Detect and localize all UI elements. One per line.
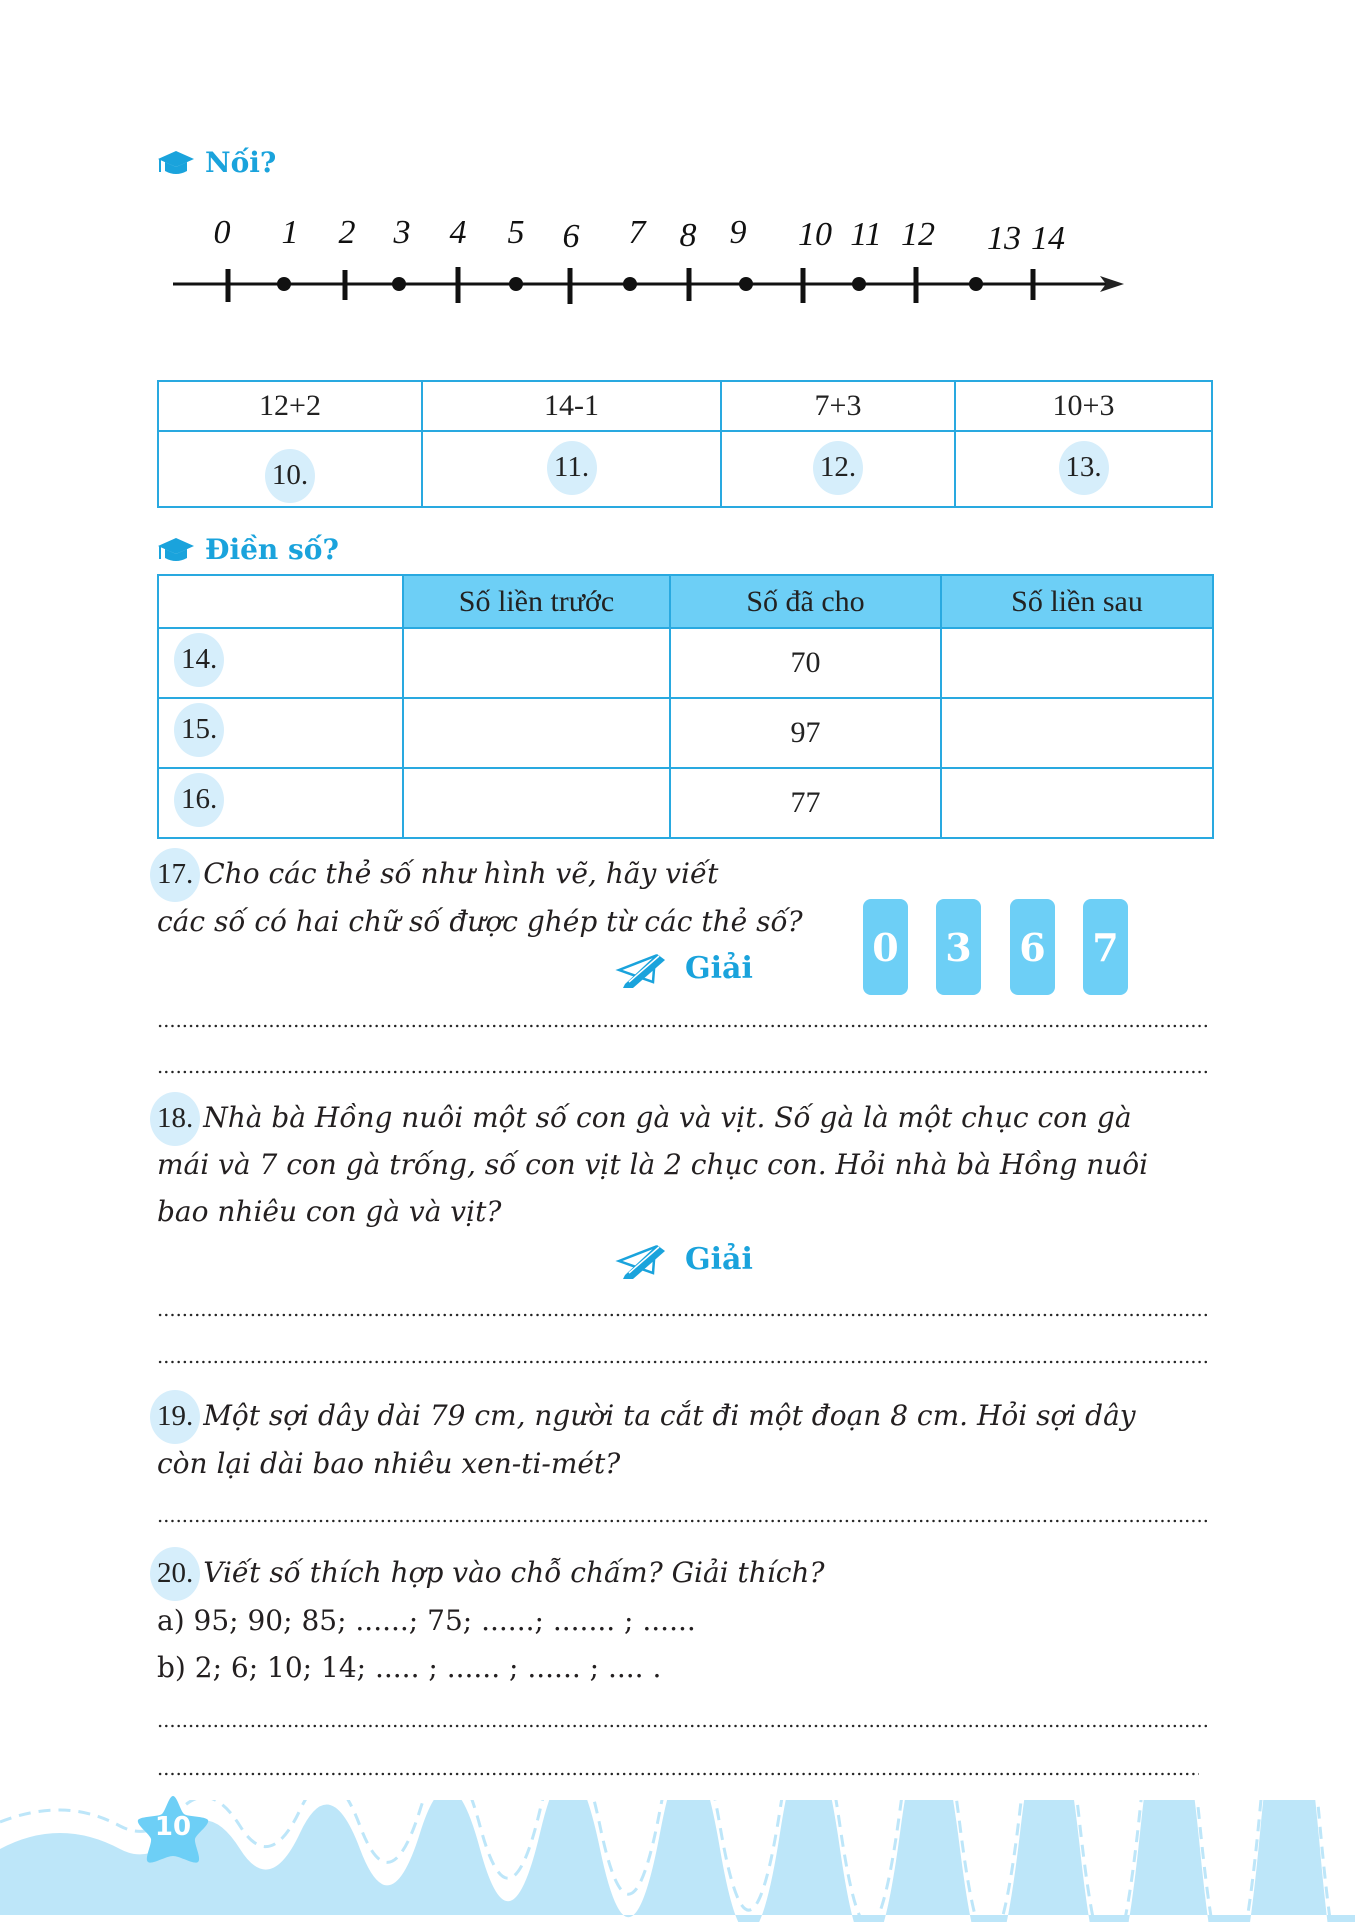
question-text: Viết số thích hợp vào chỗ chấm? Giải thích? (203, 1556, 825, 1589)
answer-line[interactable] (157, 1070, 1209, 1074)
question-badge: 11. (553, 451, 590, 483)
question-badge: 14. (181, 643, 218, 675)
question-17-line-2: các số có hai chữ số được ghép từ các thẻ số? (157, 905, 803, 938)
answer-cell-previous[interactable] (403, 628, 670, 698)
question-badge: 16. (181, 783, 218, 815)
number-line-label: 1 (281, 214, 299, 251)
answer-cell-previous[interactable] (403, 698, 670, 768)
section-title: Điền số? (205, 533, 339, 566)
question-18-line-3: bao nhiêu con gà và vịt? (157, 1195, 502, 1228)
question-text: Một sợi dây dài 79 cm, người ta cắt đi một đoạn 8 cm. Hỏi sợi dây (203, 1399, 1136, 1432)
answer-line[interactable] (157, 1360, 1209, 1364)
number-line-label: 9 (729, 214, 747, 251)
question-18-line-2: mái và 7 con gà trống, số con vịt là 2 chục con. Hỏi nhà bà Hồng nuôi (157, 1148, 1149, 1181)
question-badge: 10. (271, 459, 309, 491)
answer-cell-next[interactable] (941, 628, 1213, 698)
question-badge: 20. (157, 1557, 194, 1589)
answer-line[interactable] (157, 1772, 1199, 1776)
question-text: Cho các thẻ số như hình vẽ, hãy viết (203, 857, 719, 890)
question-badge: 15. (181, 713, 218, 745)
header-given: Số đã cho (670, 575, 941, 628)
answer-cell-next[interactable] (941, 768, 1213, 838)
given-cell: 70 (670, 628, 941, 698)
question-17-line-1 (157, 857, 718, 891)
question-badge: 12. (819, 451, 857, 483)
answer-line[interactable] (157, 1724, 1209, 1728)
table-row (158, 628, 1213, 698)
number-line-label: 5 (507, 214, 525, 251)
question-19-line-2: còn lại dài bao nhiêu xen-ti-mét? (157, 1447, 621, 1480)
question-badge: 13. (1065, 451, 1102, 483)
table-row (158, 768, 1213, 838)
answer-line[interactable] (157, 1313, 1209, 1317)
pencil-ruler-icon (615, 1239, 671, 1279)
expression-cell[interactable]: 14-1 (422, 381, 721, 431)
number-line-label: 3 (393, 214, 411, 251)
answer-line[interactable] (157, 1519, 1209, 1523)
number-line-label: 6 (562, 218, 580, 255)
answer-line[interactable] (157, 1024, 1209, 1028)
solution-label: Giải (685, 1241, 753, 1277)
number-card: 6 (1010, 899, 1055, 995)
number-line-label: 13 (987, 220, 1021, 257)
given-cell: 77 (670, 768, 941, 838)
question-number-row (158, 431, 1212, 507)
number-line-label: 8 (679, 217, 697, 254)
number-line (0, 0, 1355, 320)
solution-heading (615, 948, 753, 988)
header-row (158, 575, 1213, 628)
sequence-a: a) 95; 90; 85; ......; 75; ......; ....... ; ...... (157, 1604, 696, 1637)
header-next: Số liền sau (941, 575, 1213, 628)
page-number: 10 (154, 1812, 192, 1842)
header-blank (158, 575, 403, 628)
number-line-label: 0 (213, 214, 231, 251)
answer-cell-previous[interactable] (403, 768, 670, 838)
question-text: Nhà bà Hồng nuôi một số con gà và vịt. Số gà là một chục con gà (203, 1101, 1132, 1134)
header-previous: Số liền trước (403, 575, 670, 628)
expression-row (158, 381, 1212, 431)
table-row (158, 698, 1213, 768)
pencil-ruler-icon (615, 948, 671, 988)
question-19-line-1 (157, 1399, 1136, 1433)
number-line-label: 4 (449, 214, 467, 251)
expression-cell[interactable]: 12+2 (158, 381, 422, 431)
question-20-line-1 (157, 1556, 824, 1590)
expression-cell[interactable]: 7+3 (721, 381, 955, 431)
matching-table (157, 380, 1213, 508)
question-badge: 17. (157, 858, 194, 890)
section-heading-fill (157, 533, 339, 566)
number-line-label: 14 (1031, 220, 1065, 257)
given-cell: 97 (670, 698, 941, 768)
solution-heading (615, 1239, 753, 1279)
fill-number-table (157, 574, 1214, 839)
number-card: 0 (863, 899, 908, 995)
number-line-label: 10 (798, 216, 832, 253)
section-title: Nối? (205, 146, 277, 179)
number-line-label: 11 (850, 216, 882, 253)
number-line-label: 12 (901, 216, 935, 253)
number-line-label: 7 (628, 214, 646, 251)
number-card: 7 (1083, 899, 1128, 995)
question-badge: 19. (157, 1400, 194, 1432)
question-18-line-1 (157, 1101, 1132, 1135)
expression-cell[interactable]: 10+3 (955, 381, 1212, 431)
graduation-cap-icon (157, 535, 195, 565)
number-line-label: 2 (338, 214, 356, 251)
question-badge: 18. (157, 1102, 194, 1134)
solution-label: Giải (685, 950, 753, 986)
answer-cell-next[interactable] (941, 698, 1213, 768)
sequence-b: b) 2; 6; 10; 14; ..... ; ...... ; ...... ; .... . (157, 1651, 662, 1684)
number-card: 3 (936, 899, 981, 995)
